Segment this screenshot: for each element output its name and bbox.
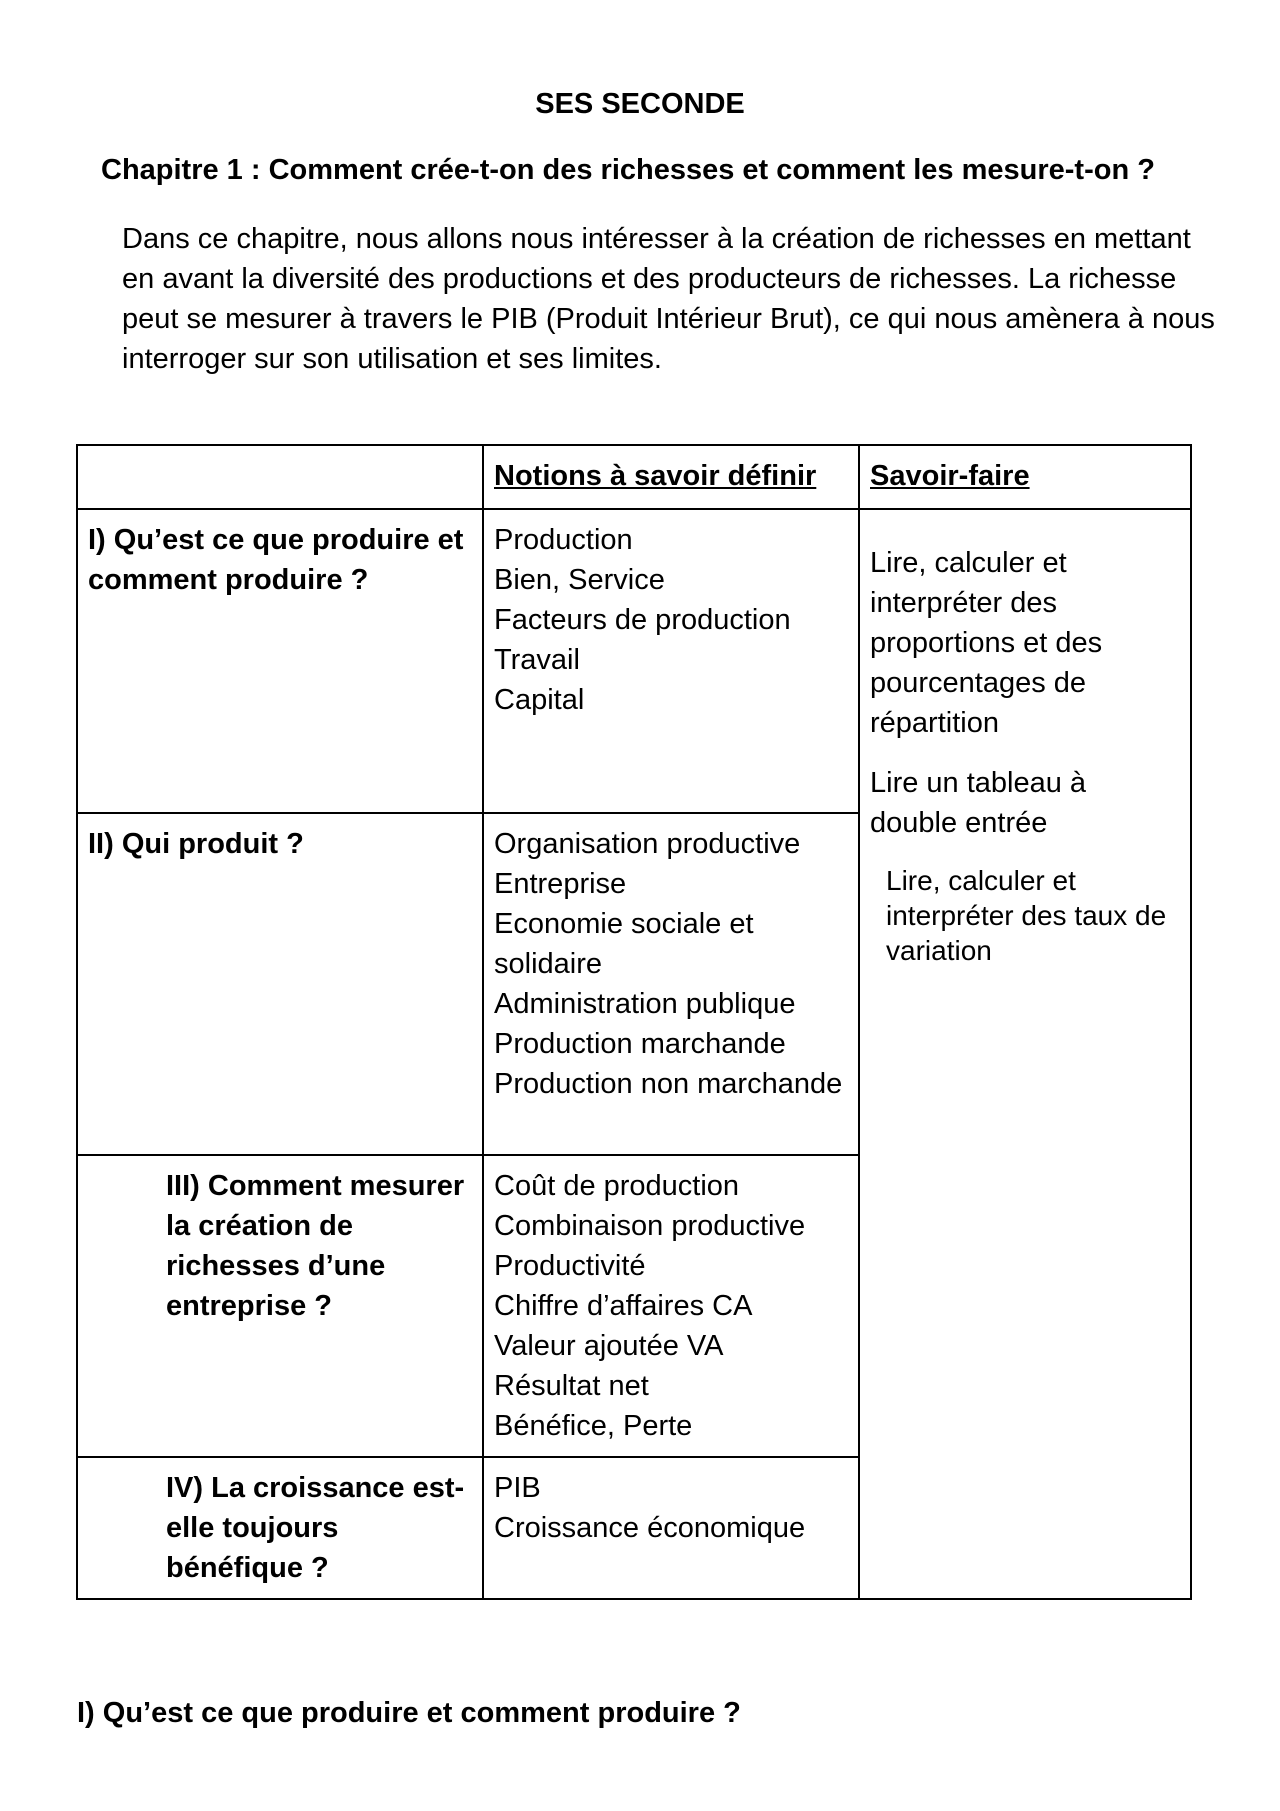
notion-item: Facteurs de production [494, 604, 791, 636]
notion-item: Production [494, 524, 633, 556]
notion-item: Résultat net [494, 1370, 649, 1402]
section-4-label: IV) La croissance est-elle toujours bénéfique ? [77, 1457, 483, 1599]
skills-cell [859, 509, 1191, 1599]
notion-item: Combinaison productive [494, 1210, 806, 1242]
section-2-label: II) Qui produit ? [77, 813, 483, 1155]
notion-item: Travail [494, 644, 580, 676]
chapter-intro: Dans ce chapitre, nous allons nous intéresser à la création de richesses en mettant en avant la diversité des productions et des producteurs de richesses. La richesse peut se mesurer à travers le PIB (Produit Intérieur Brut), ce qui nous amènera à nous interroger sur son utilisation et ses limites. [122, 223, 1215, 375]
section-1-label: I) Qu’est ce que produire et comment produire ? [77, 509, 483, 813]
notion-item: Production marchande [494, 1028, 786, 1060]
notion-item: Croissance économique [494, 1512, 806, 1544]
skill-item: Lire, calculer et interpréter des proportions et des pourcentages de répartition [870, 547, 1103, 739]
header-notions: Notions à savoir définir [483, 445, 859, 509]
table-header-row [77, 445, 1191, 509]
notion-item: Organisation productive [494, 828, 801, 860]
notion-item: Bien, Service [494, 564, 665, 596]
section-3-label: III) Comment mesurer la création de richesses d’une entreprise ? [77, 1155, 483, 1457]
header-skills: Savoir-faire [859, 445, 1191, 509]
section-heading: I) Qu’est ce que produire et comment produire ? [77, 1697, 741, 1729]
notion-item: Productivité [494, 1250, 646, 1282]
notion-item: Production non marchande [494, 1068, 843, 1100]
skill-item: Lire un tableau à double entrée [870, 767, 1087, 839]
document-title: SES SECONDE [535, 88, 745, 120]
table-row [77, 509, 1191, 813]
notion-item: Valeur ajoutée VA [494, 1330, 724, 1362]
section-2-notions [483, 813, 859, 1155]
notion-item: Administration publique [494, 988, 796, 1020]
notion-item: PIB [494, 1472, 541, 1504]
notion-item: Chiffre d’affaires CA [494, 1290, 753, 1322]
notion-item: Capital [494, 684, 585, 716]
notion-item: Bénéfice, Perte [494, 1410, 693, 1442]
section-4-notions [483, 1457, 859, 1599]
notion-item: Entreprise [494, 868, 627, 900]
header-empty [77, 445, 483, 509]
notion-item: Coût de production [494, 1170, 740, 1202]
program-table [76, 444, 1192, 1600]
skill-item: Lire, calculer et interpréter des taux de variation [886, 865, 1167, 966]
section-1-notions [483, 509, 859, 813]
section-3-notions [483, 1155, 859, 1457]
notion-item: Economie sociale et solidaire [494, 908, 754, 980]
chapter-title: Chapitre 1 : Comment crée-t-on des richesses et comment les mesure-t-on ? [101, 154, 1155, 186]
